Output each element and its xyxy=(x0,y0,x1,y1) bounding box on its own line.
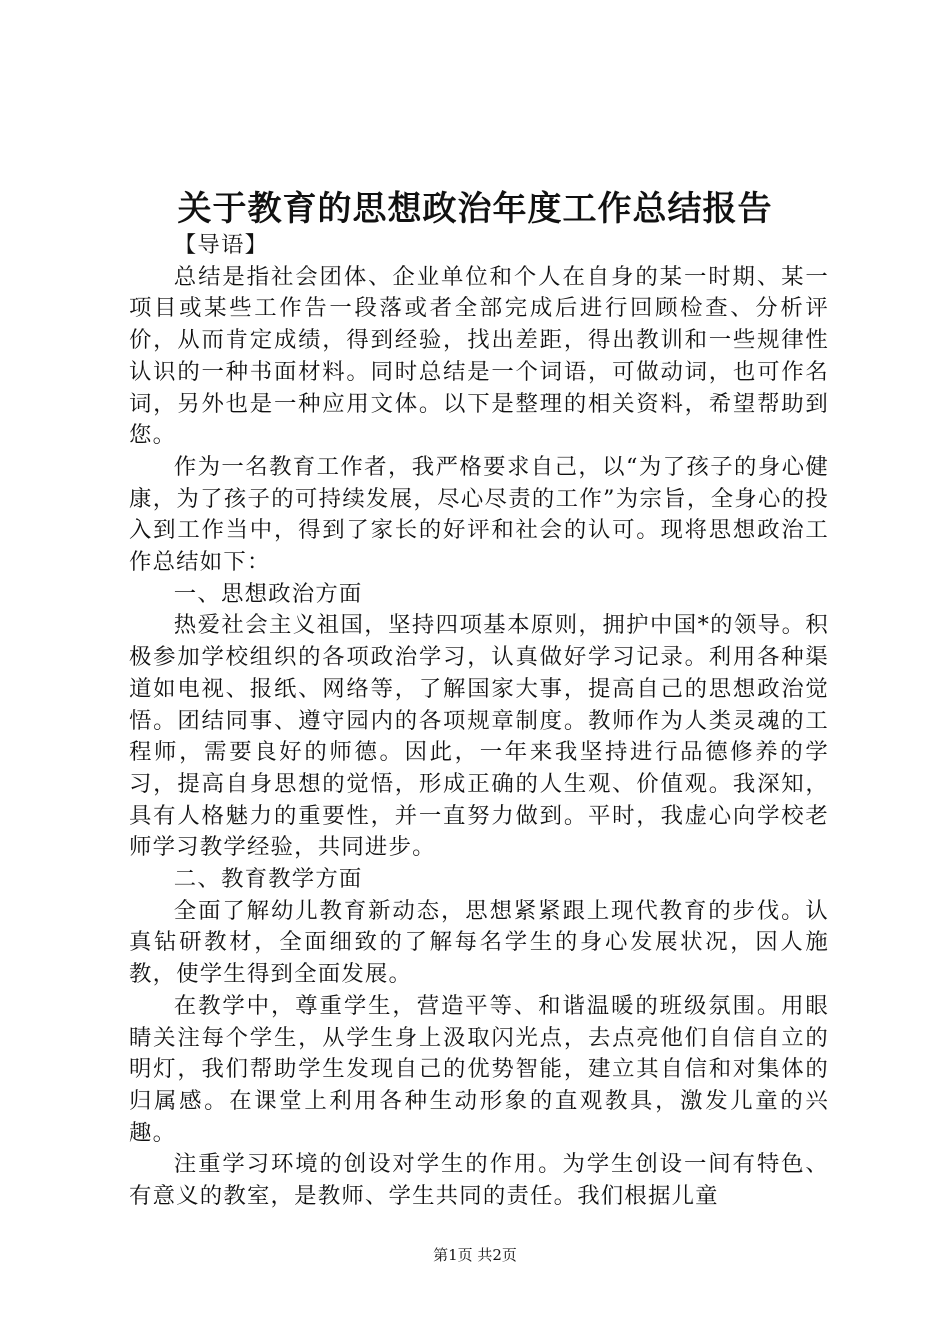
paragraph: 在教学中，尊重学生，营造平等、和谐温暖的班级氛围。用眼睛关注每个学生，从学生身上汲取闪光点，去点亮他们自信自立的明灯，我们帮助学生发现自己的优势智能，建立其自信和对集体的归属感。在课堂上利用各种生动形象的直观教具，激发儿童的兴趣。 xyxy=(129,992,829,1146)
paragraph: 注重学习环境的创设对学生的作用。为学生创设一间有特色、有意义的教室，是教师、学生共同的责任。我们根据儿童 xyxy=(129,1151,829,1210)
section-heading: 一、思想政治方面 xyxy=(173,580,363,607)
section-heading: 二、教育教学方面 xyxy=(173,866,363,893)
document-title: 关于教育的思想政治年度工作总结报告 xyxy=(177,189,773,229)
document-body xyxy=(129,230,829,1213)
paragraph: 热爱社会主义祖国，坚持四项基本原则，拥护中国*的领导。积极参加学校组织的各项政治学习，认真做好学习记录。利用各种渠道如电视、报纸、网络等，了解国家大事，提高自己的思想政治觉悟。团结同事、遵守园内的各项规章制度。教师作为人类灵魂的工程师，需要良好的师德。因此，一年来我坚持进行品德修养的学习，提高自身思想的觉悟，形成正确的人生观、价值观。我深知，具有人格魅力的重要性，并一直努力做到。平时，我虚心向学校老师学习教学经验，共同进步。 xyxy=(129,612,829,861)
paragraph: 总结是指社会团体、企业单位和个人在自身的某一时期、某一项目或某些工作告一段落或者全部完成后进行回顾检查、分析评价，从而肯定成绩，得到经验，找出差距，得出教训和一些规律性认识的一种书面材料。同时总结是一个词语，可做动词，也可作名词，另外也是一种应用文体。以下是整理的相关资料，希望帮助到您。 xyxy=(129,263,829,449)
paragraph: 作为一名教育工作者，我严格要求自己，以“为了孩子的身心健康，为了孩子的可持续发展，尽心尽责的工作”为宗旨，全身心的投入到工作当中，得到了家长的好评和社会的认可。现将思想政治工作总结如下： xyxy=(129,453,829,576)
paragraph: 全面了解幼儿教育新动态，思想紧紧跟上现代教育的步伐。认真钻研教材，全面细致的了解每名学生的身心发展状况，因人施教，使学生得到全面发展。 xyxy=(129,897,829,988)
page-number-footer: 第1页 共2页 xyxy=(433,1246,517,1264)
intro-label: 【导语】 xyxy=(173,232,269,258)
